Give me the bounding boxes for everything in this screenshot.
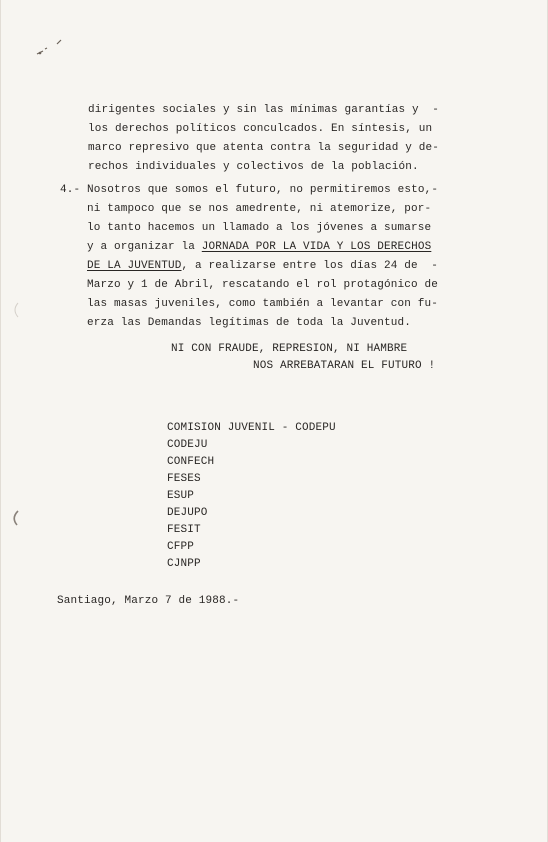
- punch-mark-icon: [10, 508, 20, 528]
- organization-item: FESES: [167, 473, 201, 485]
- text-line: dirigentes sociales y sin las mínimas garantías y -: [88, 104, 440, 116]
- underlined-event-name: JORNADA POR LA VIDA Y LOS DERECHOS: [201, 241, 432, 253]
- text-line: [60, 238, 438, 257]
- paragraph-continuation: [88, 101, 439, 177]
- document-date: Santiago, Marzo 7 de 1988.-: [57, 595, 240, 607]
- organization-list: [167, 420, 336, 573]
- text-segment: , a realizarse entre los días 24 de -: [181, 260, 439, 272]
- point-4-paragraph: [60, 181, 438, 333]
- text-segment: y a organizar la: [87, 241, 202, 253]
- text-line: lo tanto hacemos un llamado a los jóvenes a sumarse: [87, 222, 432, 234]
- organization-item: ESUP: [167, 490, 195, 502]
- organization-item: COMISION JUVENIL - CODEPU: [167, 422, 336, 434]
- slogan-line: NOS ARREBATARAN EL FUTURO !: [253, 360, 436, 372]
- text-line: [60, 181, 438, 200]
- text-line: marco represivo que atenta contra la seguridad y de-: [88, 142, 440, 154]
- punch-mark-icon: [10, 300, 20, 320]
- point-number: 4.-: [60, 184, 81, 196]
- text-segment: Nosotros que somos el futuro, no permitiremos esto,-: [87, 184, 439, 196]
- text-line: Marzo y 1 de Abril, rescatando el rol protagónico de: [87, 279, 439, 291]
- organization-item: CODEJU: [167, 439, 208, 451]
- organization-item: CJNPP: [167, 558, 201, 570]
- text-line: [60, 257, 438, 276]
- text-line: las masas juveniles, como también a levantar con fu-: [87, 298, 439, 310]
- text-line: los derechos políticos conculcados. En síntesis, un: [88, 123, 433, 135]
- organization-item: FESIT: [167, 524, 201, 536]
- organization-item: DEJUPO: [167, 507, 208, 519]
- organization-item: CFPP: [167, 541, 195, 553]
- underlined-event-name: DE LA JUVENTUD: [87, 260, 182, 272]
- text-line: rechos individuales y colectivos de la población.: [88, 161, 419, 173]
- ink-mark-icon: [35, 38, 65, 58]
- organization-item: CONFECH: [167, 456, 215, 468]
- text-line: erza las Demandas legítimas de toda la Juventud.: [87, 317, 412, 329]
- text-line: ni tampoco que se nos amedrente, ni atemorize, por-: [87, 203, 432, 215]
- slogan-line: NI CON FRAUDE, REPRESION, NI HAMBRE: [171, 343, 408, 355]
